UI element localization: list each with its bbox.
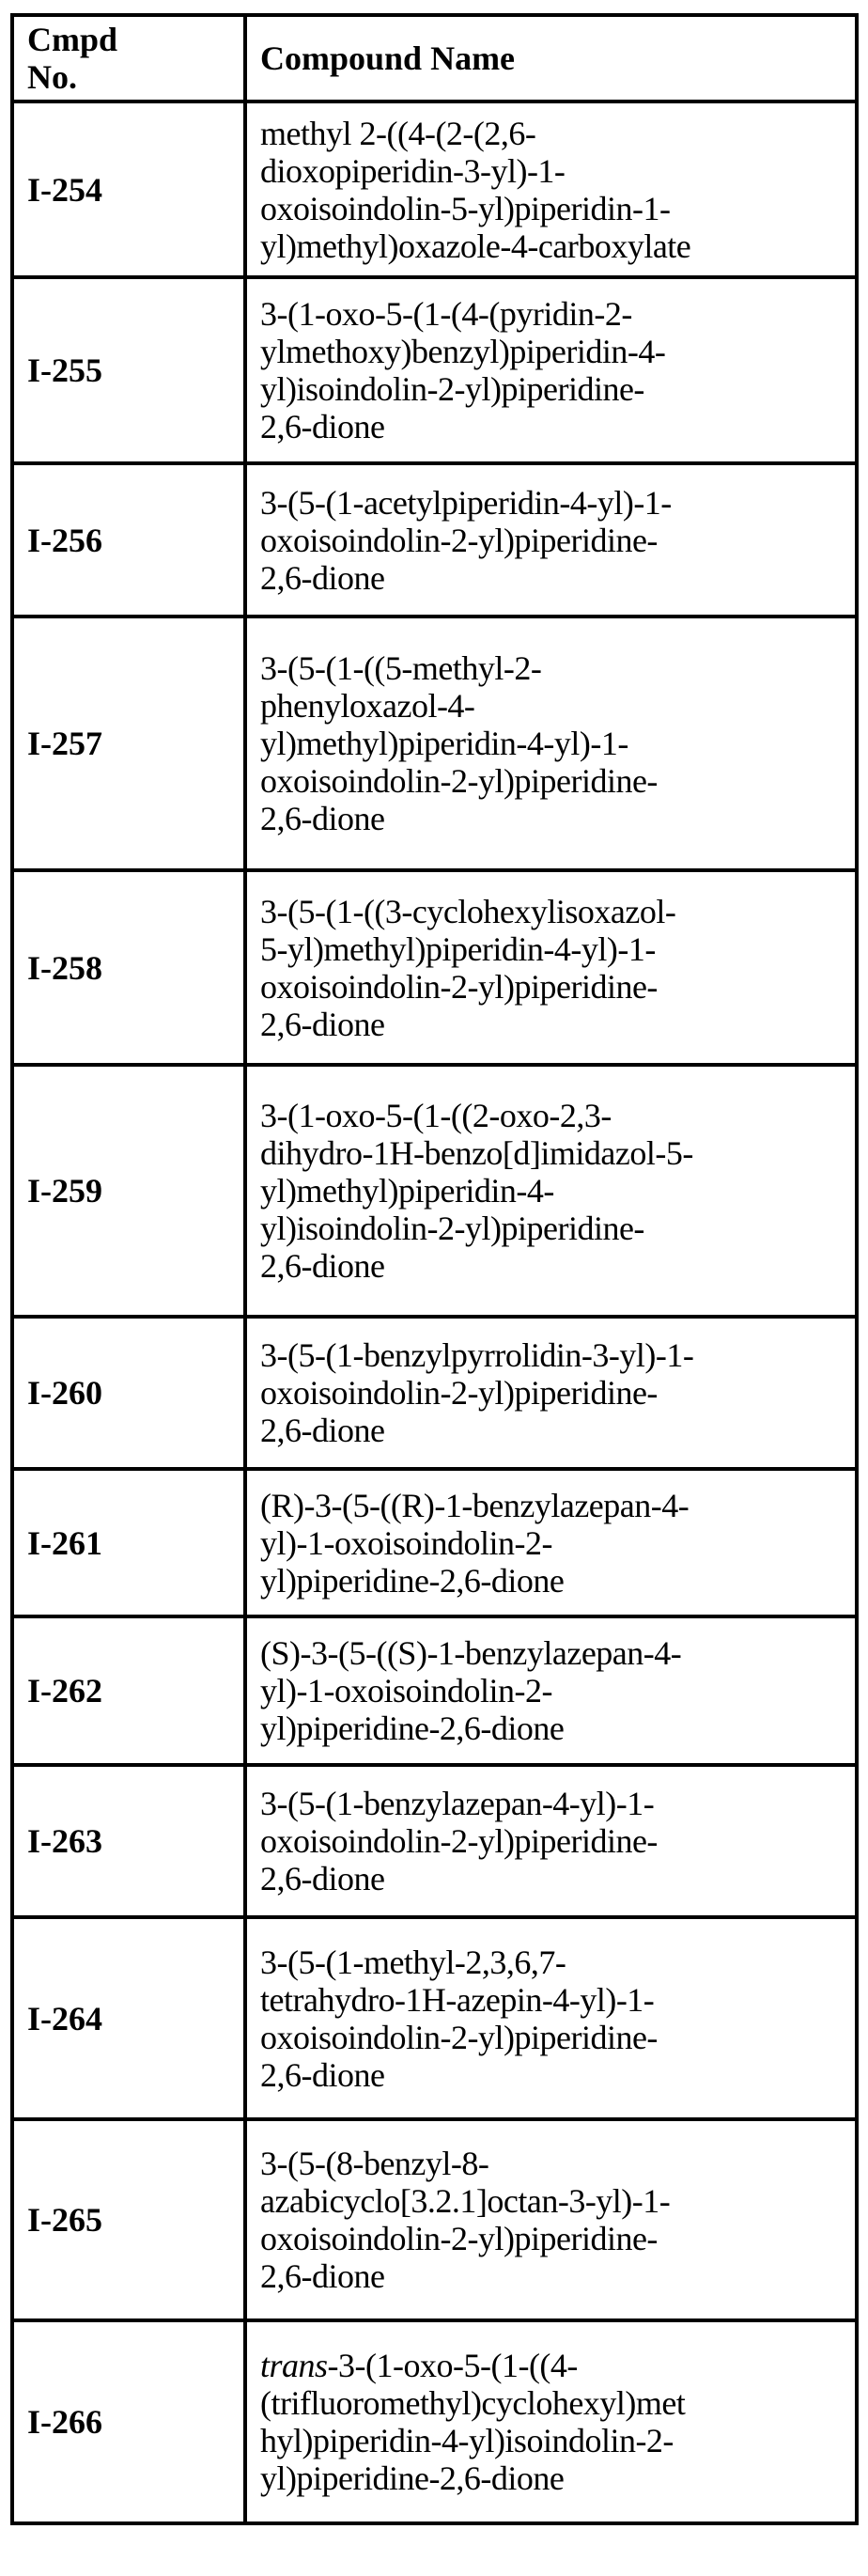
compound-name-line: 3-(5-(1-benzylpyrrolidin-3-yl)-1- [260,1336,844,1374]
compound-name-line: 3-(1-oxo-5-(1-(4-(pyridin-2- [260,295,844,333]
compound-id: I-254 [12,101,245,277]
compound-name-line: 2,6-dione [260,559,844,597]
compound-name-line: azabicyclo[3.2.1]octan-3-yl)-1- [260,2182,844,2220]
compound-name-line: yl)methyl)piperidin-4-yl)-1- [260,725,844,762]
compound-name-line: 3-(5-(8-benzyl-8- [260,2145,844,2182]
table-row [12,2320,857,2523]
compound-name [245,1765,857,1917]
table-row [12,1765,857,1917]
compound-id: I-255 [12,277,245,463]
compound-name-line: 3-(5-(1-((5-methyl-2- [260,649,844,687]
compound-name-line: 2,6-dione [260,2056,844,2094]
compound-id: I-262 [12,1616,245,1765]
compound-name-line: yl)methyl)oxazole-4-carboxylate [260,227,844,265]
compound-name-line: yl)piperidine-2,6-dione [260,1710,844,1747]
compound-id: I-257 [12,617,245,870]
table-row [12,1616,857,1765]
compound-name-line: ylmethoxy)benzyl)piperidin-4- [260,333,844,370]
header-cmpd-no-line: No. [27,58,232,96]
compound-name-line: yl)-1-oxoisoindolin-2- [260,1672,844,1710]
compound-name-line: 2,6-dione [260,1860,844,1897]
compound-name-line: yl)piperidine-2,6-dione [260,1562,844,1600]
header-cmpd-no [12,15,245,101]
compound-name [245,1065,857,1317]
compound-name [245,101,857,277]
compound-id: I-261 [12,1469,245,1616]
compound-name-line: (S)-3-(5-((S)-1-benzylazepan-4- [260,1634,844,1672]
compound-id: I-260 [12,1317,245,1469]
compound-name [245,1917,857,2119]
compound-name [245,1317,857,1469]
compound-name-line: phenyloxazol-4- [260,687,844,725]
compound-name-line: dihydro-1H-benzo[d]imidazol-5- [260,1134,844,1172]
compound-id: I-259 [12,1065,245,1317]
compound-id: I-256 [12,463,245,617]
compound-name-text: -3-(1-oxo-5-(1-((4- [328,2347,578,2384]
table-header-row [12,15,857,101]
compound-id: I-266 [12,2320,245,2523]
compound-name-line: (trifluoromethyl)cyclohexyl)met [260,2384,844,2422]
compound-name-line: tetrahydro-1H-azepin-4-yl)-1- [260,1981,844,2019]
compound-name-line: oxoisoindolin-2-yl)piperidine- [260,2220,844,2257]
compound-name [245,2119,857,2320]
compound-name-line: oxoisoindolin-5-yl)piperidin-1- [260,190,844,227]
table-row [12,1469,857,1616]
table-row [12,277,857,463]
table-row [12,1065,857,1317]
compound-name-line: 3-(5-(1-methyl-2,3,6,7- [260,1944,844,1981]
compound-name-line: yl)isoindolin-2-yl)piperidine- [260,1210,844,1247]
table-row [12,617,857,870]
compound-name-line: oxoisoindolin-2-yl)piperidine- [260,522,844,559]
compound-name-line: yl)isoindolin-2-yl)piperidine- [260,370,844,408]
italic-prefix: trans [260,2347,328,2384]
compound-name-line: 2,6-dione [260,1412,844,1449]
compound-name-line: 3-(5-(1-benzylazepan-4-yl)-1- [260,1785,844,1822]
compound-name-line: 3-(5-(1-acetylpiperidin-4-yl)-1- [260,484,844,522]
compound-table [10,13,859,2525]
compound-name-line: oxoisoindolin-2-yl)piperidine- [260,2019,844,2056]
table-row [12,1917,857,2119]
compound-name-line: yl)methyl)piperidin-4- [260,1172,844,1210]
compound-id: I-264 [12,1917,245,2119]
compound-name-line: 2,6-dione [260,408,844,445]
compound-name-line: oxoisoindolin-2-yl)piperidine- [260,762,844,800]
compound-name-line: 2,6-dione [260,1006,844,1043]
table-row [12,1317,857,1469]
compound-name [245,463,857,617]
table-row [12,101,857,277]
compound-name [245,277,857,463]
compound-name-line: 5-yl)methyl)piperidin-4-yl)-1- [260,930,844,968]
compound-name [245,617,857,870]
header-cmpd-no-line: Cmpd [27,21,232,58]
compound-name [245,1469,857,1616]
compound-name-line: yl)piperidine-2,6-dione [260,2459,844,2497]
compound-id: I-263 [12,1765,245,1917]
compound-name [245,870,857,1065]
compound-name [245,1616,857,1765]
compound-name-line: 3-(1-oxo-5-(1-((2-oxo-2,3- [260,1097,844,1134]
compound-name-line: 2,6-dione [260,800,844,837]
compound-name-line [260,2347,844,2384]
compound-name-line: oxoisoindolin-2-yl)piperidine- [260,1822,844,1860]
compound-name [245,2320,857,2523]
compound-name-line: 2,6-dione [260,2257,844,2295]
compound-id: I-258 [12,870,245,1065]
table-row [12,463,857,617]
table-row [12,2119,857,2320]
compound-name-line: hyl)piperidin-4-yl)isoindolin-2- [260,2422,844,2459]
compound-name-line: oxoisoindolin-2-yl)piperidine- [260,1374,844,1412]
compound-name-line: (R)-3-(5-((R)-1-benzylazepan-4- [260,1487,844,1524]
compound-name-line: 2,6-dione [260,1247,844,1285]
compound-name-line: dioxopiperidin-3-yl)-1- [260,152,844,190]
compound-name-line: yl)-1-oxoisoindolin-2- [260,1524,844,1562]
compound-id: I-265 [12,2119,245,2320]
table-row [12,870,857,1065]
compound-name-line: 3-(5-(1-((3-cyclohexylisoxazol- [260,893,844,930]
header-compound-name: Compound Name [245,15,857,101]
compound-name-line: methyl 2-((4-(2-(2,6- [260,115,844,152]
compound-name-line: oxoisoindolin-2-yl)piperidine- [260,968,844,1006]
